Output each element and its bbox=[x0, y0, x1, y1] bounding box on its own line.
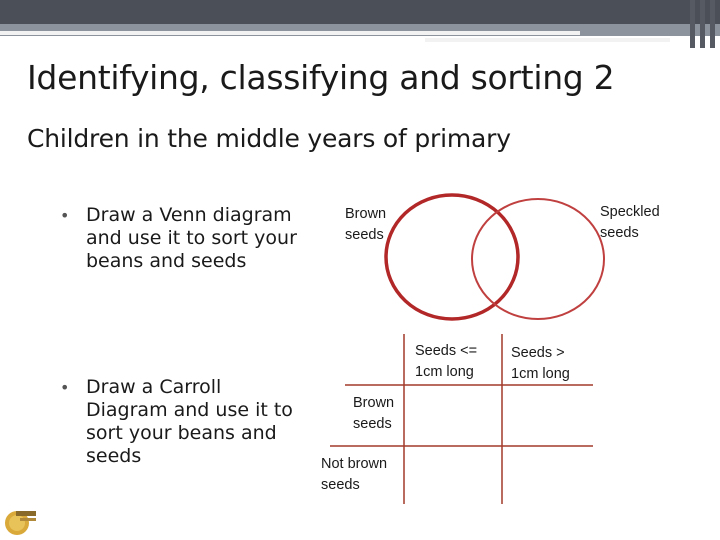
bullet-text: Draw a Venn diagram and use it to sort your beans and seeds bbox=[86, 204, 297, 272]
bullet-dot-icon: • bbox=[60, 378, 70, 397]
bullet-dot-icon: • bbox=[60, 206, 70, 225]
carroll-row-header: Not brown seeds bbox=[321, 456, 388, 493]
venn-label-speckled: Speckled seeds bbox=[600, 204, 660, 241]
venn-circle-brown bbox=[386, 195, 518, 319]
venn-circle-speckled bbox=[472, 199, 604, 319]
carroll-row-header: Brown seeds bbox=[353, 395, 395, 432]
slide-title: Identifying, classifying and sorting 2 bbox=[27, 58, 615, 97]
venn-label-brown: Brown seeds bbox=[345, 206, 387, 243]
carroll-column-header: Seeds > 1cm long bbox=[511, 345, 570, 382]
carroll-column-header: Seeds <= 1cm long bbox=[415, 343, 478, 380]
education-logo-icon bbox=[2, 503, 38, 539]
slide-subtitle: Children in the middle years of primary bbox=[27, 124, 511, 153]
bullet-text: Draw a Carroll Diagram and use it to sort your beans and seeds bbox=[86, 376, 293, 467]
